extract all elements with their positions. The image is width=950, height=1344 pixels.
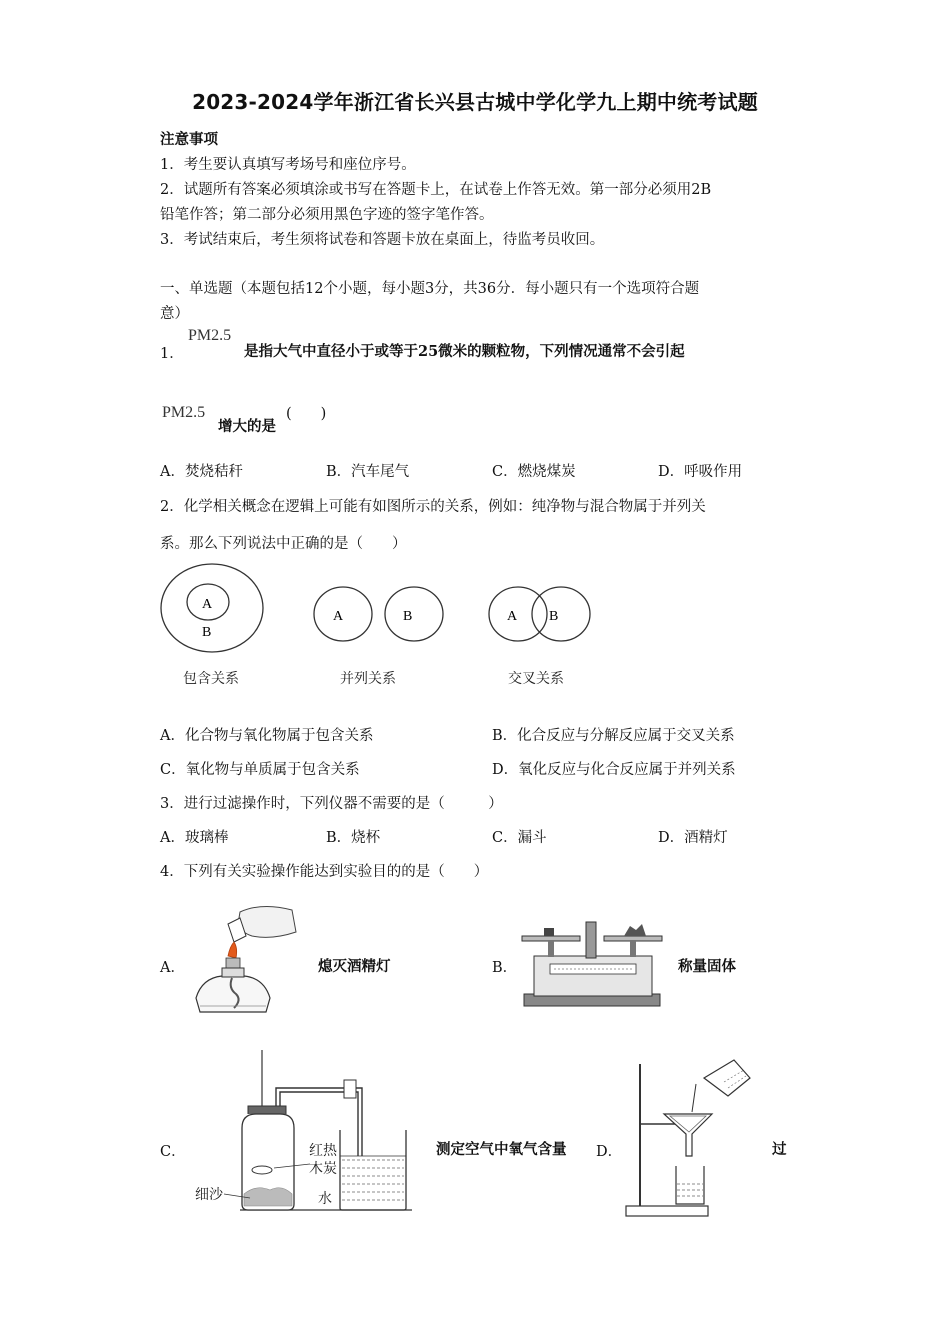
q2-option-a: A．化合物与氧化物属于包含关系	[160, 728, 374, 744]
q1-option-c: C．燃烧煤炭	[492, 464, 576, 480]
c-label-hot: 红热	[309, 1142, 337, 1158]
parallel-diagram	[314, 587, 443, 641]
q1-number: 1．	[160, 346, 184, 362]
set-a-label: A	[202, 597, 213, 612]
c-label-sand: 细沙	[195, 1186, 223, 1202]
set-b-label: B	[549, 609, 559, 624]
q3-option-a: A．玻璃棒	[160, 830, 229, 846]
notice-item: 1．考生要认真填写考场号和座位序号。	[160, 157, 416, 173]
notice-item: 铅笔作答；第二部分必须用黑色字迹的签字笔作答。	[160, 207, 494, 223]
q3-option-c: C．漏斗	[492, 830, 547, 846]
q2-text: 2．化学相关概念在逻辑上可能有如图所示的关系，例如：纯净物与混合物属于并列关	[160, 499, 706, 515]
page-title: 2023-2024学年浙江省长兴县古城中学化学九上期中统考试题	[192, 90, 758, 114]
set-a-label: A	[333, 609, 344, 624]
q4-option-a-caption: 熄灭酒精灯	[318, 958, 391, 975]
q4-option-c-letter: C．	[160, 1144, 186, 1160]
q1-option-d: D．呼吸作用	[658, 464, 743, 480]
q4-option-a-letter: A．	[160, 960, 185, 976]
q1-pm25-b: PM2.5	[162, 404, 206, 421]
q3-option-d: D．酒精灯	[658, 830, 728, 846]
alcohol-lamp-figure	[192, 902, 302, 1027]
q1-option-b: B．汽车尾气	[326, 464, 410, 480]
c-label-water: 水	[318, 1190, 332, 1206]
filtration-figure	[624, 1056, 754, 1221]
set-b-label: B	[403, 609, 413, 624]
q4-option-b-caption: 称量固体	[678, 958, 736, 975]
q1-text: 是指大气中直径小于或等于25微米的颗粒物，下列情况通常不会引起	[244, 343, 685, 360]
q3-text: 3．进行过滤操作时，下列仪器不需要的是（ ）	[160, 796, 503, 812]
q1-option-a: A．焚烧秸秆	[160, 464, 243, 480]
q4-option-c-caption: 测定空气中氧气含量	[436, 1141, 567, 1158]
q4-text: 4．下列有关实验操作能达到实验目的的是（ ）	[160, 864, 489, 880]
set-b-label: B	[202, 625, 212, 640]
notice-item: 2．试题所有答案必须填涂或书写在答题卡上，在试卷上作答无效。第一部分必须用2B	[160, 182, 712, 198]
q1-text-b: 增大的是	[218, 418, 276, 435]
set-a-label: A	[507, 609, 518, 624]
balance-figure	[520, 916, 665, 1011]
section-heading-cont: 意）	[160, 306, 189, 322]
q4-option-b-letter: B．	[492, 960, 518, 976]
intersection-label: 交叉关系	[508, 670, 564, 686]
q2-option-c: C．氧化物与单质属于包含关系	[160, 762, 360, 778]
inclusion-diagram	[161, 564, 263, 652]
q3-option-b: B．烧杯	[326, 830, 381, 846]
intersection-diagram	[489, 587, 590, 641]
oxygen-apparatus-figure	[190, 1048, 420, 1216]
q1-paren: ( )	[286, 406, 327, 422]
parallel-label: 并列关系	[340, 670, 396, 686]
q2-option-b: B．化合反应与分解反应属于交叉关系	[492, 728, 735, 744]
q2-option-d: D．氧化反应与化合反应属于并列关系	[492, 762, 736, 778]
c-label-charcoal: 木炭	[309, 1160, 337, 1176]
q4-option-d-caption: 过	[772, 1141, 787, 1158]
notice-heading: 注意事项	[160, 131, 218, 148]
notice-item: 3．考试结束后，考生须将试卷和答题卡放在桌面上，待监考员收回。	[160, 232, 605, 248]
inclusion-label: 包含关系	[183, 670, 239, 686]
q4-option-d-letter: D．	[596, 1144, 623, 1160]
section-heading: 一、单选题（本题包括12个小题，每小题3分，共36分．每小题只有一个选项符合题	[160, 281, 700, 297]
q1-pm25: PM2.5	[188, 327, 232, 344]
q2-text-cont: 系。那么下列说法中正确的是（ ）	[160, 536, 407, 552]
